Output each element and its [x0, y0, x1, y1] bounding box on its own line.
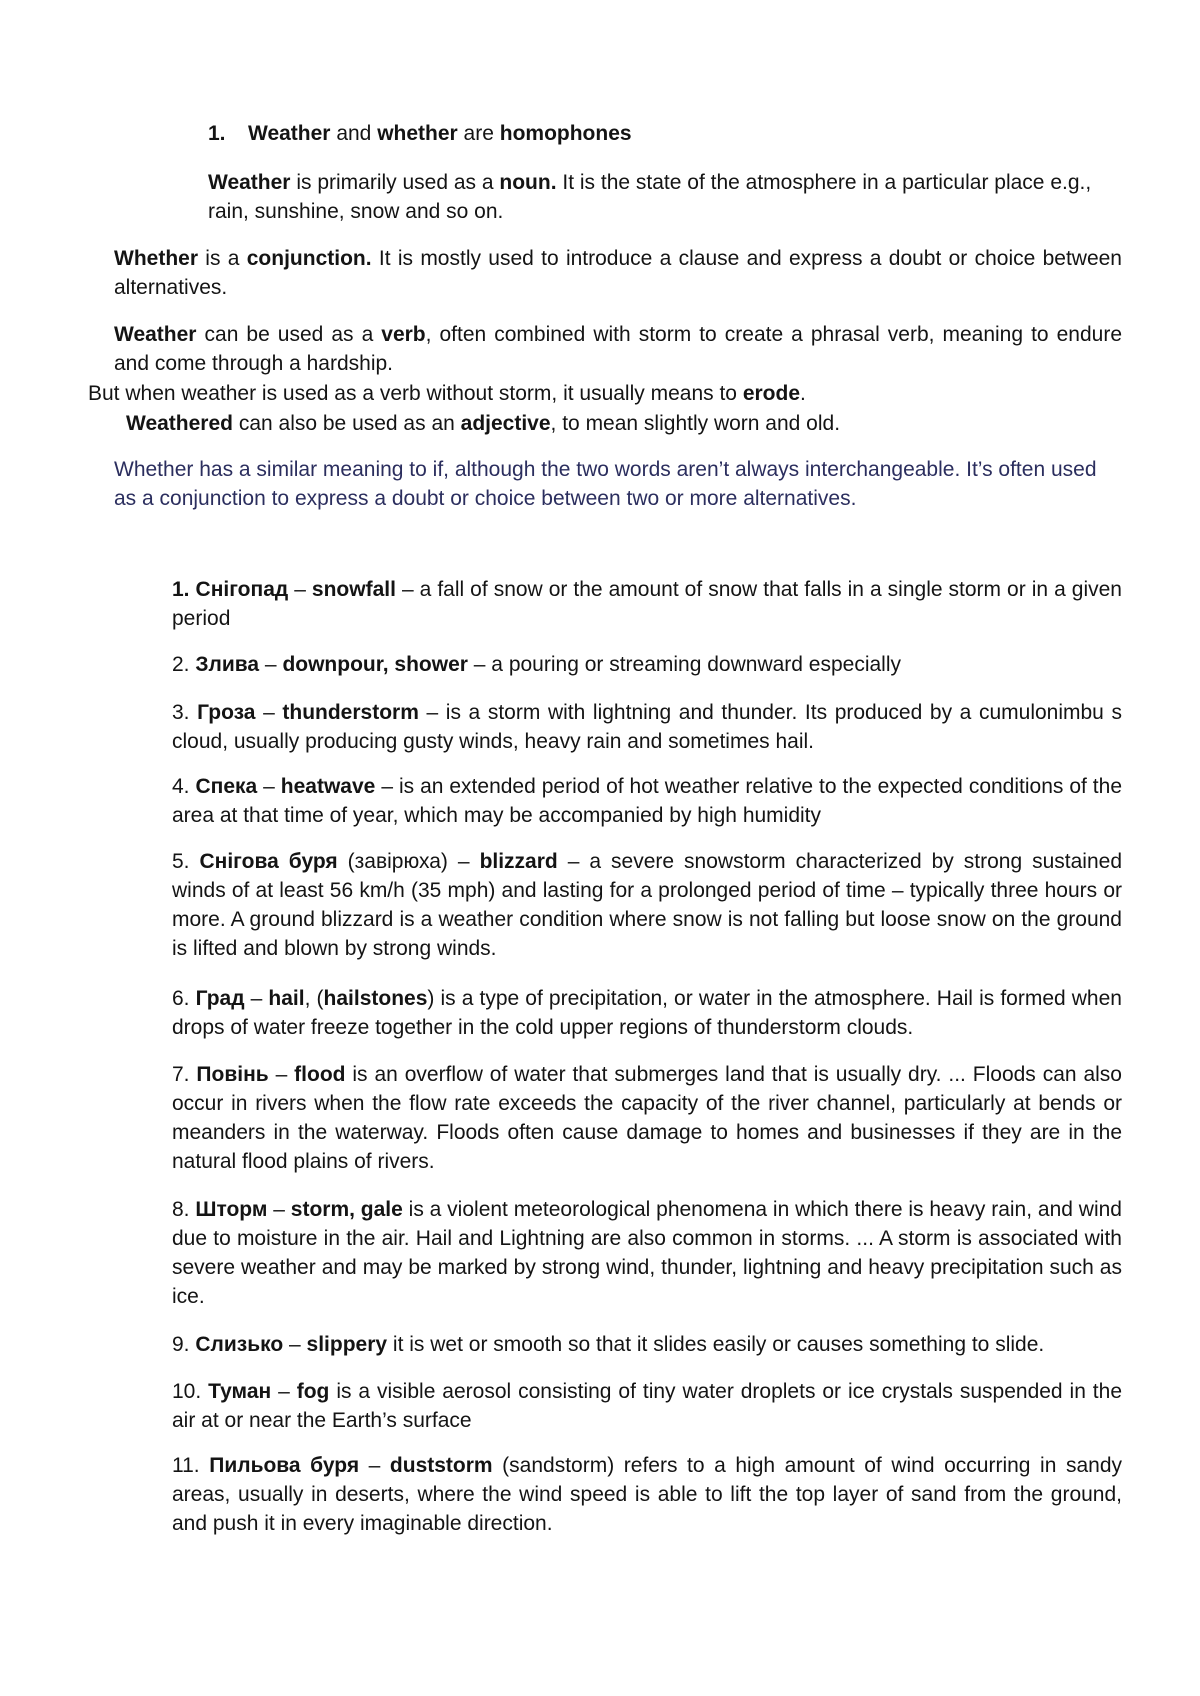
text-run: can also be used as an: [232, 412, 461, 435]
heading-word-homophones: homophones: [499, 122, 632, 145]
separator: –: [267, 1198, 291, 1221]
text-run: has a similar meaning to if, although the two words aren’t always interchangeable. It’s often used as a conjunction to express a doubt or choice between two or more alternatives.: [114, 458, 1097, 510]
text-run: is primarily used as a: [290, 171, 500, 194]
item-number: 1.: [172, 578, 196, 601]
paragraph-weather-noun: [208, 168, 1108, 226]
glossary-item-slippery: [172, 1330, 1122, 1359]
ukrainian-term: Шторм: [195, 1198, 268, 1221]
item-number: 4.: [172, 775, 196, 798]
separator: –: [288, 578, 312, 601]
english-term: slippery: [306, 1333, 388, 1356]
glossary-item-hail: [172, 984, 1122, 1042]
glossary-item-fog: [172, 1377, 1122, 1435]
item-number: 5.: [172, 850, 200, 873]
definition: is a visible aerosol consisting of tiny water droplets or ice crystals suspended in the air at or near the Earth’s surface: [172, 1380, 1122, 1432]
item-number: 6.: [172, 987, 196, 1010]
separator: –: [271, 1380, 297, 1403]
text-run: is a: [198, 247, 247, 270]
ukrainian-term: Спека: [195, 775, 258, 798]
text-run: , to mean slightly worn and old.: [550, 412, 841, 435]
term-whether: Whether: [114, 458, 194, 481]
definition: it is wet or smooth so that it slides easily or causes something to slide.: [387, 1333, 1045, 1356]
bold-term: Weathered: [126, 412, 233, 435]
heading-number: 1.: [208, 122, 226, 145]
bold-term: adjective: [460, 412, 551, 435]
ukrainian-term: Слизько: [195, 1333, 284, 1356]
english-term: downpour, shower: [282, 653, 468, 676]
separator: –: [244, 987, 269, 1010]
separator: –: [359, 1454, 390, 1477]
glossary-item-flood: [172, 1060, 1122, 1176]
ukrainian-term: Гроза: [197, 701, 256, 724]
bold-term: verb: [381, 323, 426, 346]
english-term: flood: [294, 1063, 346, 1086]
text-run: It is the state of the atmosphere in a particular place e.g., rain, sunshine, snow and so on.: [208, 171, 1092, 223]
paragraph-weather-verb: [114, 320, 1122, 378]
bold-term: Weather: [114, 323, 197, 346]
english-term: hail: [268, 987, 305, 1010]
glossary-item-duststorm: [172, 1451, 1122, 1538]
text-run: , often combined with storm to create a phrasal verb, meaning to endure and come through a hardship.: [114, 323, 1123, 375]
paragraph-erode: [88, 379, 1118, 408]
item-number: 7.: [172, 1063, 197, 1086]
glossary-item-downpour: [172, 650, 1122, 679]
glossary-item-storm: [172, 1195, 1122, 1311]
separator: , (: [304, 987, 324, 1010]
english-term: fog: [296, 1380, 330, 1403]
english-term: thunderstorm: [282, 701, 419, 724]
ukrainian-term: Снігопад: [195, 578, 289, 601]
heading-text: are: [457, 122, 500, 145]
separator: –: [255, 701, 283, 724]
glossary-item-thunderstorm: [172, 698, 1122, 756]
english-term: heatwave: [280, 775, 376, 798]
glossary-item-snowfall: [172, 575, 1122, 633]
ukrainian-term: Снігова буря: [199, 850, 338, 873]
definition: – a severe snowstorm characterized by strong sustained winds of at least 56 km/h (35 mph) and lasting for a prolonged period of time – typically three hours or more. A ground blizzard is a weather condition where snow is not falling but loose snow on the ground is lifted and blown by strong winds.: [172, 850, 1123, 960]
definition: is an overflow of water that submerges land that is usually dry. ... Floods can also occur in rivers when the flow rate exceeds the capacity of the river channel, particularly at bends or meanders in the waterway. Floods often cause damage to homes and businesses if they are in the natural flood plains of rivers.: [172, 1063, 1122, 1173]
paragraph-whether-conjunction: [114, 244, 1122, 302]
separator: –: [257, 775, 281, 798]
definition: ) is a type of precipitation, or water in the atmosphere. Hail is formed when drops of water freeze together in the cold upper regions of thunderstorm clouds.: [172, 987, 1122, 1039]
ukrainian-term: Злива: [195, 653, 260, 676]
english-term: hailstones: [323, 987, 428, 1010]
bold-term: Whether: [114, 247, 198, 270]
definition: (sandstorm) refers to a high amount of wind occurring in sandy areas, usually in deserts, where the wind speed is able to lift the top layer of sand from the ground, and push it in every imaginable direction.: [172, 1454, 1122, 1535]
item-number: 9.: [172, 1333, 196, 1356]
separator: –: [283, 1333, 307, 1356]
glossary-item-blizzard: [172, 847, 1122, 963]
separator: –: [259, 653, 283, 676]
bold-term: noun.: [499, 171, 557, 194]
text-run: .: [800, 382, 806, 405]
ukrainian-term: Град: [195, 987, 245, 1010]
separator: (завірюха) –: [337, 850, 480, 873]
definition: – a pouring or streaming downward especially: [467, 653, 902, 676]
ukrainian-term: Туман: [208, 1380, 272, 1403]
item-number: 3.: [172, 701, 198, 724]
item-number: 2.: [172, 653, 196, 676]
item-number: 11.: [172, 1454, 210, 1477]
heading-text: and: [330, 122, 378, 145]
text-run: can be used as a: [196, 323, 382, 346]
english-term: duststorm: [389, 1454, 493, 1477]
separator: –: [268, 1063, 295, 1086]
item-number: 10.: [172, 1380, 209, 1403]
bold-term: conjunction.: [246, 247, 372, 270]
english-term: blizzard: [479, 850, 558, 873]
bold-term: erode: [742, 382, 801, 405]
item-number: 8.: [172, 1198, 196, 1221]
english-term: storm, gale: [290, 1198, 403, 1221]
section-heading: [208, 119, 1108, 148]
paragraph-weathered: [126, 409, 1126, 438]
glossary-item-heatwave: [172, 772, 1122, 830]
paragraph-whether-if: [114, 455, 1124, 513]
text-run: It is mostly used to introduce a clause and express a doubt or choice between alternatives.: [114, 247, 1122, 299]
definition: is a violent meteorological phenomena in which there is heavy rain, and wind due to moisture in the air. Hail and Lightning are also common in storms. ... A storm is associated with severe weather and may be marked by strong wind, thunder, lightning and heavy precipitation such as ice.: [172, 1198, 1122, 1308]
english-term: snowfall: [311, 578, 396, 601]
ukrainian-term: Повінь: [196, 1063, 269, 1086]
definition: – is a storm with lightning and thunder. Its produced by a cumulonimbu s cloud, usually producing gusty winds, heavy rain and sometimes hail.: [172, 701, 1122, 753]
text-run: But when weather is used as a verb without storm, it usually means to: [88, 382, 743, 405]
definition: – a fall of snow or the amount of snow that falls in a single storm or in a given period: [172, 578, 1122, 630]
heading-word-weather: Weather: [248, 122, 331, 145]
heading-word-whether: whether: [377, 122, 458, 145]
ukrainian-term: Пильова буря: [209, 1454, 360, 1477]
definition: – is an extended period of hot weather relative to the expected conditions of the area at that time of year, which may be accompanied by high humidity: [172, 775, 1122, 827]
bold-term: Weather: [208, 171, 291, 194]
